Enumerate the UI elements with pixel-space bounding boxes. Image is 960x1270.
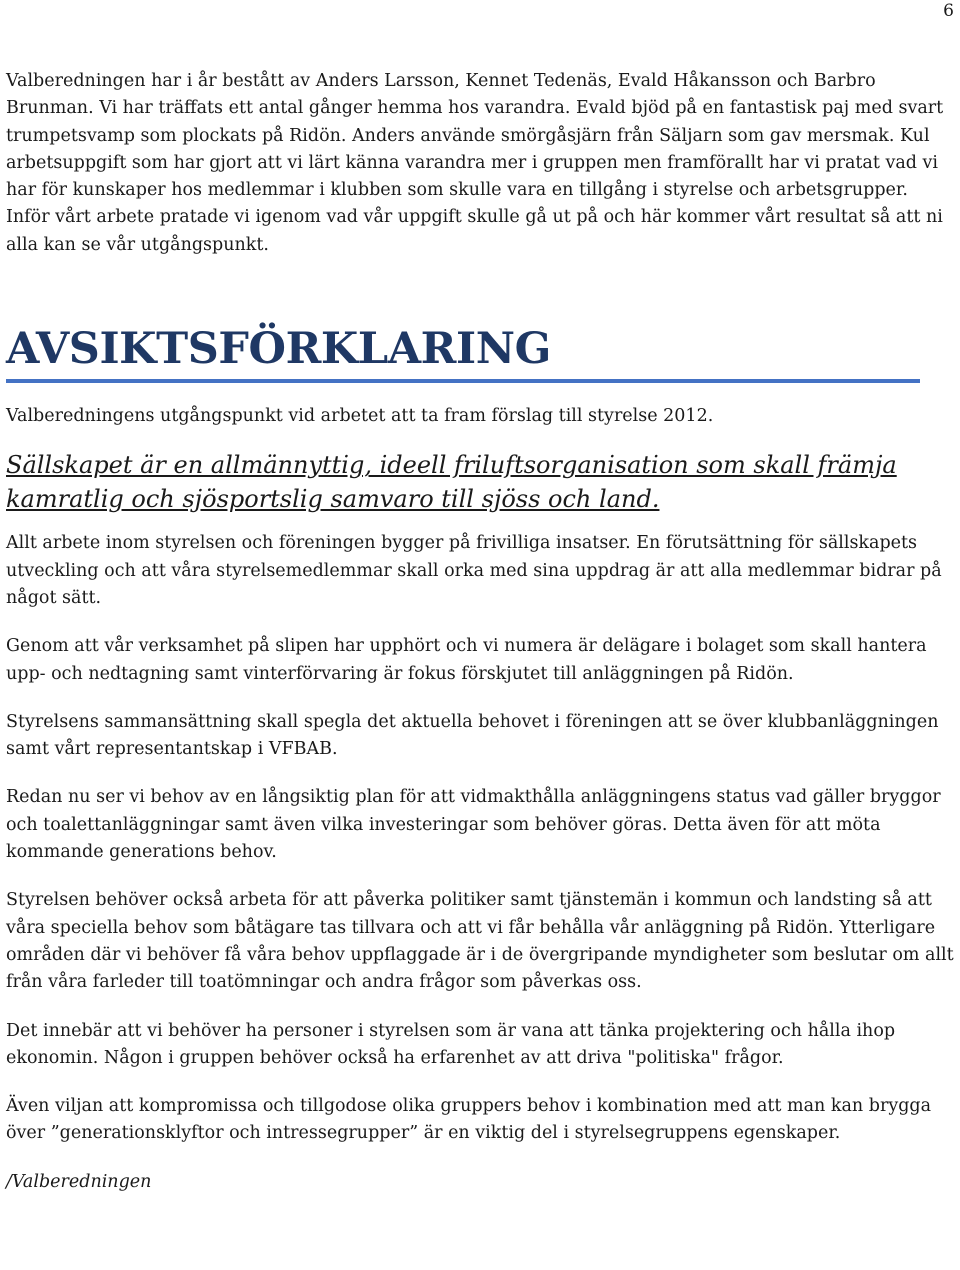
paragraph-long-term-plan: Redan nu ser vi behov av en långsiktig plan för att vidmakthålla anläggningens status vad gäller bryggor och toalettanläggningar samt även vilka investeringar som behöver göras. Detta även för att möta kommande generations behov. — [6, 787, 941, 863]
paragraph-compromise: Även viljan att kompromissa och tillgodose olika gruppers behov i kombination med att man kan brygga över ”generationsklyftor och intressegrupper” är en viktig del i styrelsegruppens egenskaper. — [6, 1096, 932, 1144]
paragraph-volunteer-work: Allt arbete inom styrelsen och föreningen bygger på frivilliga insatser. En förutsättning för sällskapets utveckling och att våra styrelsemedlemmar skall orka med sina uppdrag är att alla medlemmar bidrar på något sätt. — [6, 533, 942, 608]
page-number: 6 — [943, 1, 954, 21]
intro-paragraph: Valberedningen har i år bestått av Anders Larsson, Kennet Tedenäs, Evald Håkansson och Barbro Brunman. Vi har träffats ett antal gånger hemma hos varandra. Evald bjöd på en fantastisk paj med svart trumpetsvamp som plockats på Ridön. Anders använde smörgåsjärn från Säljarn som gav mersmak. Kul arbetsuppgift som har gjort att vi lärt känna varandra mer i gruppen men framförallt har vi pratat vad vi har för kunskaper hos medlemmar i klubben som skulle vara en tillgång i styrelse och arbetsgrupper. Inför vårt arbete pratade vi igenom vad vår uppgift skulle gå ut på och här kommer vårt resultat så att ni alla kan se vår utgångspunkt. — [6, 71, 944, 255]
paragraph-ridon-focus: Genom att vår verksamhet på slipen har upphört och vi numera är delägare i bolaget som skall hantera upp- och nedtagning samt vinterförvaring är fokus förskjutet till anläggningen på Ridön. — [6, 636, 927, 684]
section-subtitle: Valberedningens utgångspunkt vid arbetet att ta fram förslag till styrelse 2012. — [6, 406, 714, 427]
motto-statement: Sällskapet är en allmännyttig, ideell friluftsorganisation som skall främja kamratlig och sjösportslig samvaro till sjöss och land. — [6, 451, 897, 514]
section-heading-block — [6, 321, 954, 383]
paragraph-influence-politicians: Styrelsen behöver också arbeta för att påverka politiker samt tjänstemän i kommun och landsting så att våra speciella behov som båtägare tas tillvara och att vi får behålla vår anläggning på Ridön. Ytterligare områden där vi behöver få våra behov uppflaggade är i de övergripande myndigheter som beslutar om allt från våra farleder till toatömningar och andra frågor som påverkas oss. — [6, 890, 954, 993]
paragraph-board-composition: Styrelsens sammansättning skall spegla det aktuella behovet i föreningen att se över klubbanläggningen samt vårt representantskap i VFBAB. — [6, 711, 939, 760]
document-body — [6, 68, 954, 1196]
heading-underline-rule — [6, 379, 920, 383]
paragraph-project-economy: Det innebär att vi behöver ha personer i styrelsen som är vana att tänka projektering och hålla ihop ekonomin. Någon i gruppen behöver också ha erfarenhet av att driva "politiska" frågor. — [6, 1020, 896, 1068]
signature: /Valberedningen — [6, 1171, 152, 1192]
section-heading: AVSIKTSFÖRKLARING — [6, 324, 551, 375]
